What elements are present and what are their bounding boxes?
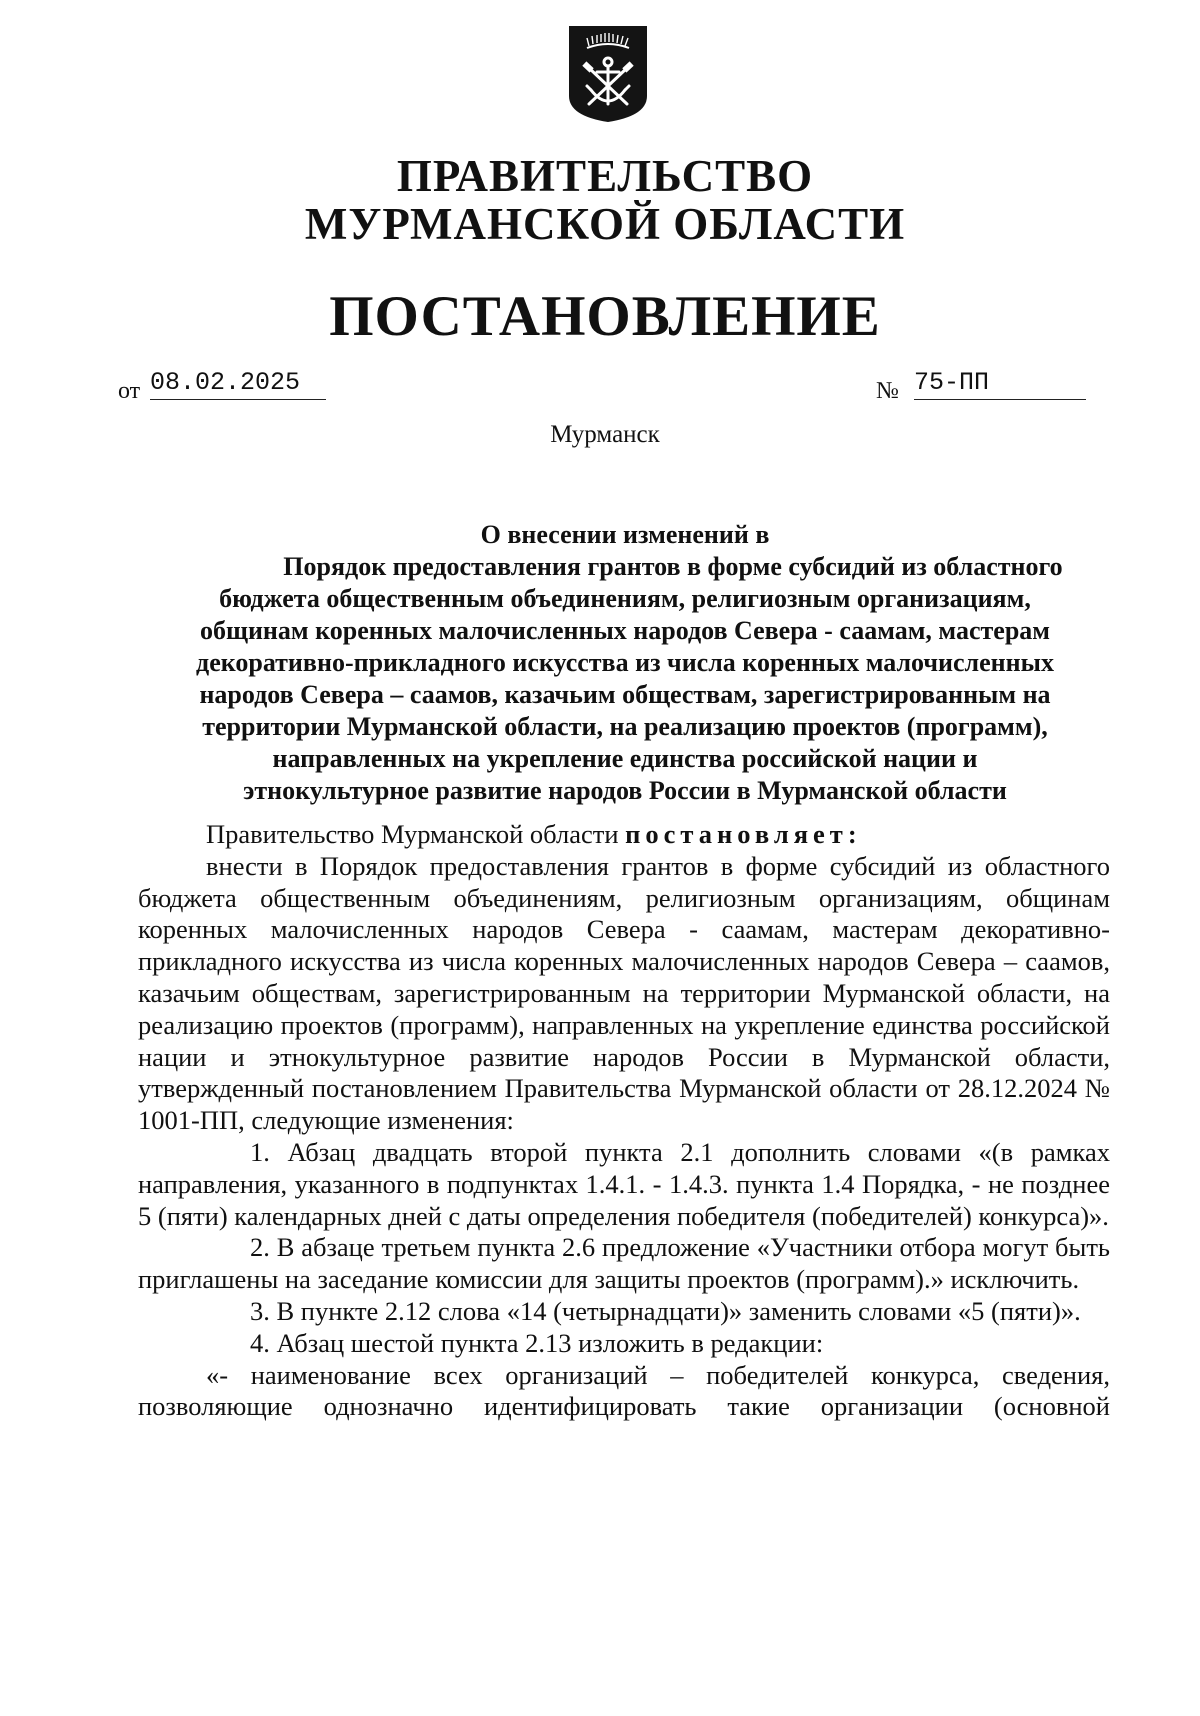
document-title <box>140 519 1110 807</box>
date-value: 08.02.2025 <box>150 368 326 400</box>
decrees-word: постановляет: <box>625 819 862 849</box>
document-body <box>138 819 1110 1423</box>
number-value: 75-ПП <box>914 368 1086 400</box>
date-label: от <box>118 378 141 404</box>
city: Мурманск <box>550 421 660 448</box>
item-4: 4. Абзац шестой пункта 2.13 изложить в редакции: <box>250 1327 824 1358</box>
title-line: бюджета общественным объединениям, религиозным организациям, <box>219 584 1031 613</box>
title-line: декоративно-прикладного искусства из числа коренных малочисленных <box>196 648 1054 677</box>
item-2: 2. В абзаце третьем пункта 2.6 предложение «Участники отбора могут быть приглашены на заседание комиссии для защиты проектов (программ).» исключить. <box>138 1232 1110 1295</box>
title-line: территории Мурманской области, на реализацию проектов (программ), <box>202 712 1048 741</box>
murmansk-coat-of-arms-icon <box>567 24 649 124</box>
intro-paragraph <box>138 819 1110 851</box>
government-name-line2: МУРМАНСКОЙ ОБЛАСТИ <box>304 199 906 249</box>
main-paragraph: внести в Порядок предоставления грантов в форме субсидий из областного бюджета общественным объединениям, религиозным организациям, общинам коренных малочисленных народов Севера - саамам, мастерам декоративно-прикладного искусства из числа коренных малочисленных народов Севера – саамов, казачьим обществам, зарегистрированным на территории Мурманской области, на реализацию проектов (программ), направленных на укрепление единства российской нации и этнокультурное развитие народов России в Мурманской области, утвержденный постановлением Правительства Мурманской области от 28.12.2024 № 1001-ПП, следующие изменения: <box>138 850 1110 1136</box>
title-line: народов Севера – саамов, казачьим обществам, зарегистрированным на <box>199 680 1051 709</box>
title-line: общинам коренных малочисленных народов Севера - саамам, мастерам <box>200 616 1050 645</box>
item-3: 3. В пункте 2.12 слова «14 (четырнадцати)» заменить словами «5 (пяти)». <box>250 1295 1081 1326</box>
government-name-line1: ПРАВИТЕЛЬСТВО <box>396 151 814 201</box>
title-line: этнокультурное развитие народов России в Мурманской области <box>243 776 1007 805</box>
quoted-text: «- наименование всех организаций – победителей конкурса, сведения, позволяющие однозначно идентифицировать такие организации (основной <box>138 1359 1110 1422</box>
document-type: ПОСТАНОВЛЕНИЕ <box>329 285 881 348</box>
title-line: О внесении изменений в <box>480 520 770 549</box>
intro-text: Правительство Мурманской области <box>206 819 619 849</box>
title-line: направленных на укрепление единства российской нации и <box>272 744 978 773</box>
item-1: 1. Абзац двадцать второй пункта 2.1 дополнить словами «(в рамках направления, указанного в подпунктах 1.4.1. - 1.4.3. пункта 1.4 Порядка, - не позднее 5 (пяти) календарных дней с даты определения победителя (победителей) конкурса)». <box>138 1136 1110 1231</box>
number-label: № <box>876 378 899 404</box>
title-line: Порядок предоставления грантов в форме субсидий из областного <box>283 552 1063 581</box>
